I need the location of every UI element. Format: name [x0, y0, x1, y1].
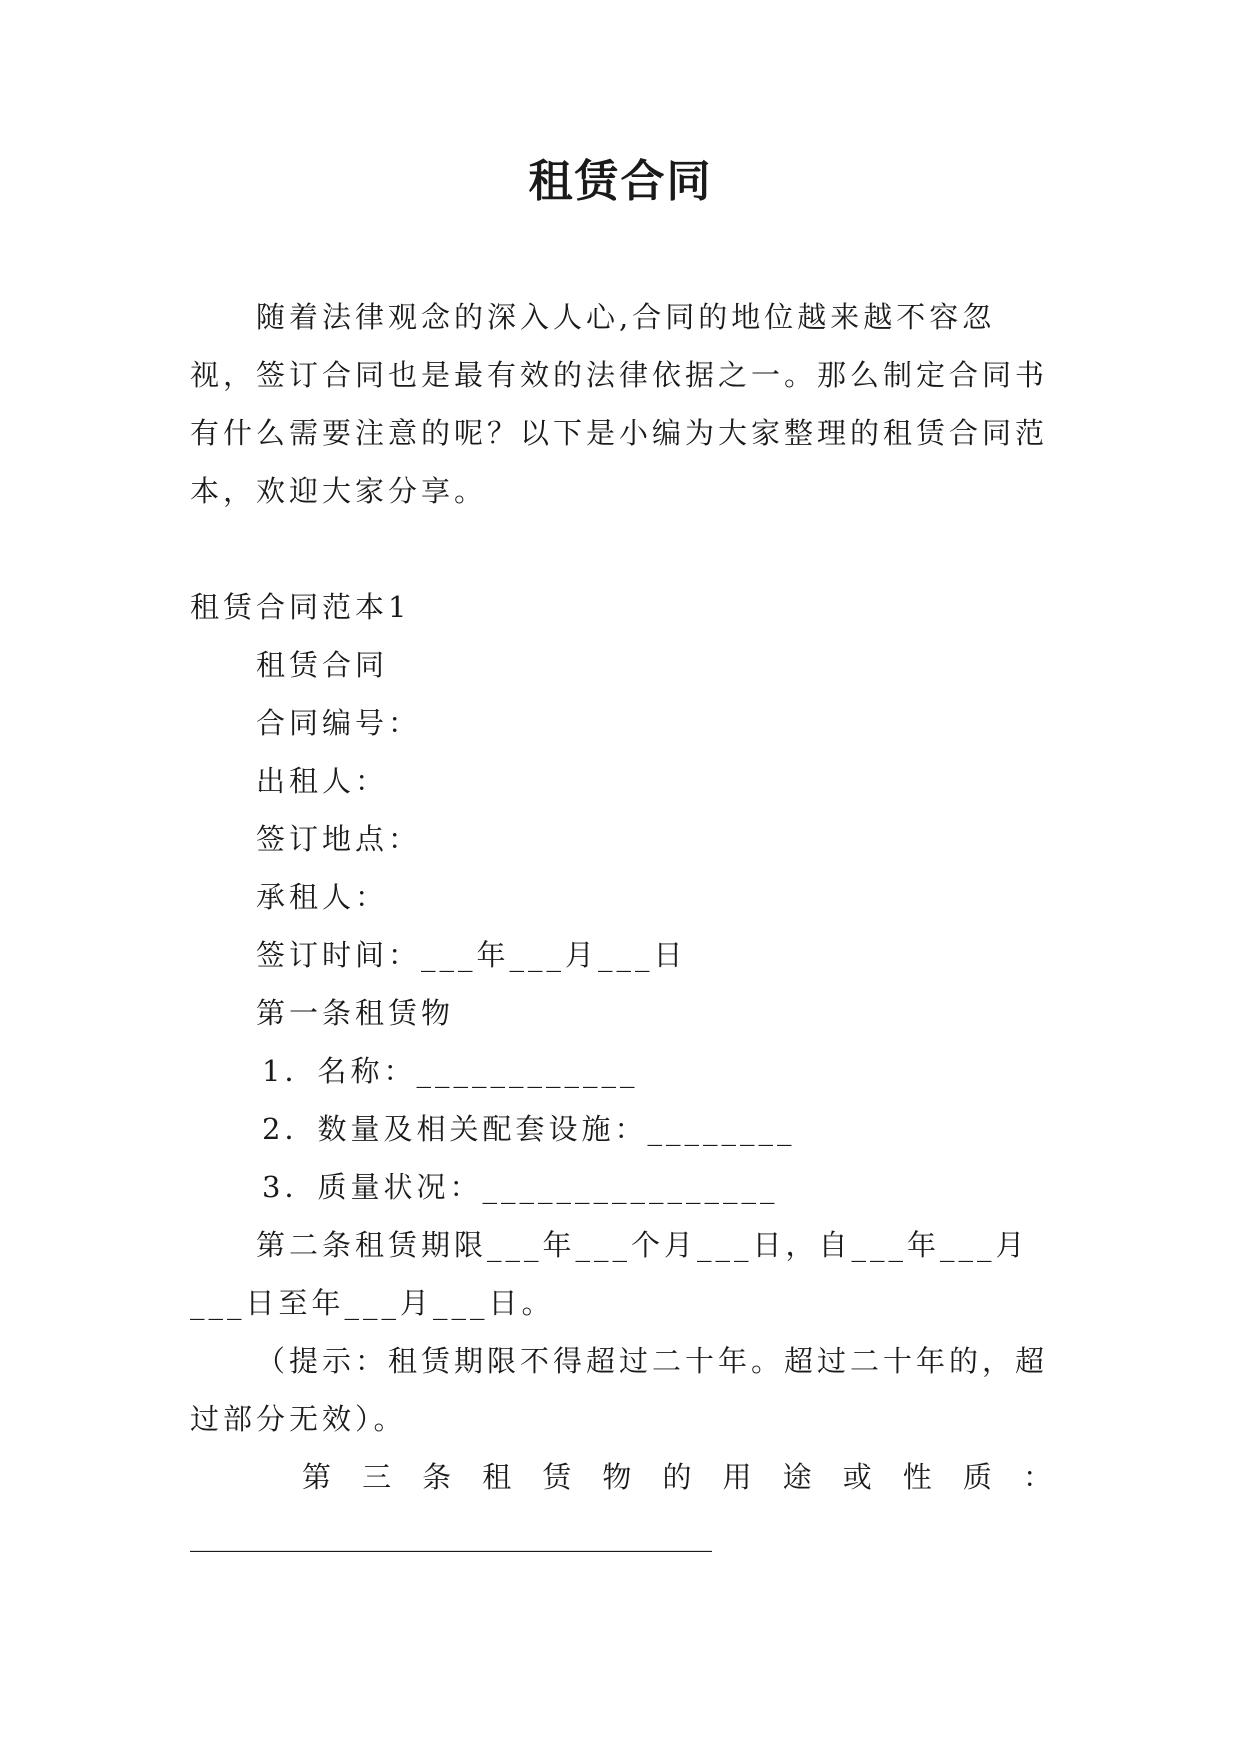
intro-paragraph: 随着法律观念的深入人心,合同的地位越来越不容忽视，签订合同也是最有效的法律依据之一。那么制定合同书有什么需要注意的呢？以下是小编为大家整理的租赁合同范本，欢迎大家分享。 [190, 300, 1049, 508]
article-3-char: 质 [962, 1460, 992, 1494]
article-3-char: 性 [902, 1460, 932, 1494]
article-3-char: 途 [782, 1460, 812, 1494]
article-1-heading: 第一条租赁物 [256, 996, 455, 1030]
document-body [190, 288, 1052, 1564]
article-3-char: 三 [362, 1460, 392, 1494]
item-1-name: 1．名称：____________ [262, 1054, 639, 1088]
article-2-term: 第二条租赁期限___年___个月___日，自___年___月___日至年___月___日。 [190, 1228, 1029, 1320]
article-3-char: 租 [482, 1460, 512, 1494]
contract-title-line: 租赁合同 [256, 648, 389, 682]
sign-time-line: 签订时间：___年___月___日 [256, 938, 687, 972]
article-3-char: 或 [842, 1460, 872, 1494]
article-3-blank-line: ____________________________________ [190, 1518, 712, 1552]
article-3-char: 条 [422, 1460, 452, 1494]
article-3-heading [190, 1448, 1052, 1506]
contract-number-line: 合同编号： [256, 706, 422, 740]
paragraph-gap [190, 520, 1052, 578]
lessor-line: 出租人： [256, 764, 389, 798]
article-3-char: ： [1022, 1460, 1052, 1494]
lessee-line: 承租人： [256, 880, 389, 914]
sign-place-line: 签订地点： [256, 822, 422, 856]
article-3-char: 赁 [542, 1460, 572, 1494]
term-note: （提示：租赁期限不得超过二十年。超过二十年的，超过部分无效）。 [190, 1344, 1049, 1436]
article-3-char: 物 [602, 1460, 632, 1494]
article-3-char: 用 [722, 1460, 752, 1494]
article-3-char: 第 [302, 1460, 332, 1494]
document-title: 租赁合同 [528, 156, 713, 207]
item-2-quantity: 2．数量及相关配套设施：________ [262, 1112, 796, 1146]
article-3-char: 的 [662, 1460, 692, 1494]
sample-heading: 租赁合同范本1 [190, 590, 411, 624]
item-3-quality: 3．质量状况：________________ [262, 1170, 779, 1204]
